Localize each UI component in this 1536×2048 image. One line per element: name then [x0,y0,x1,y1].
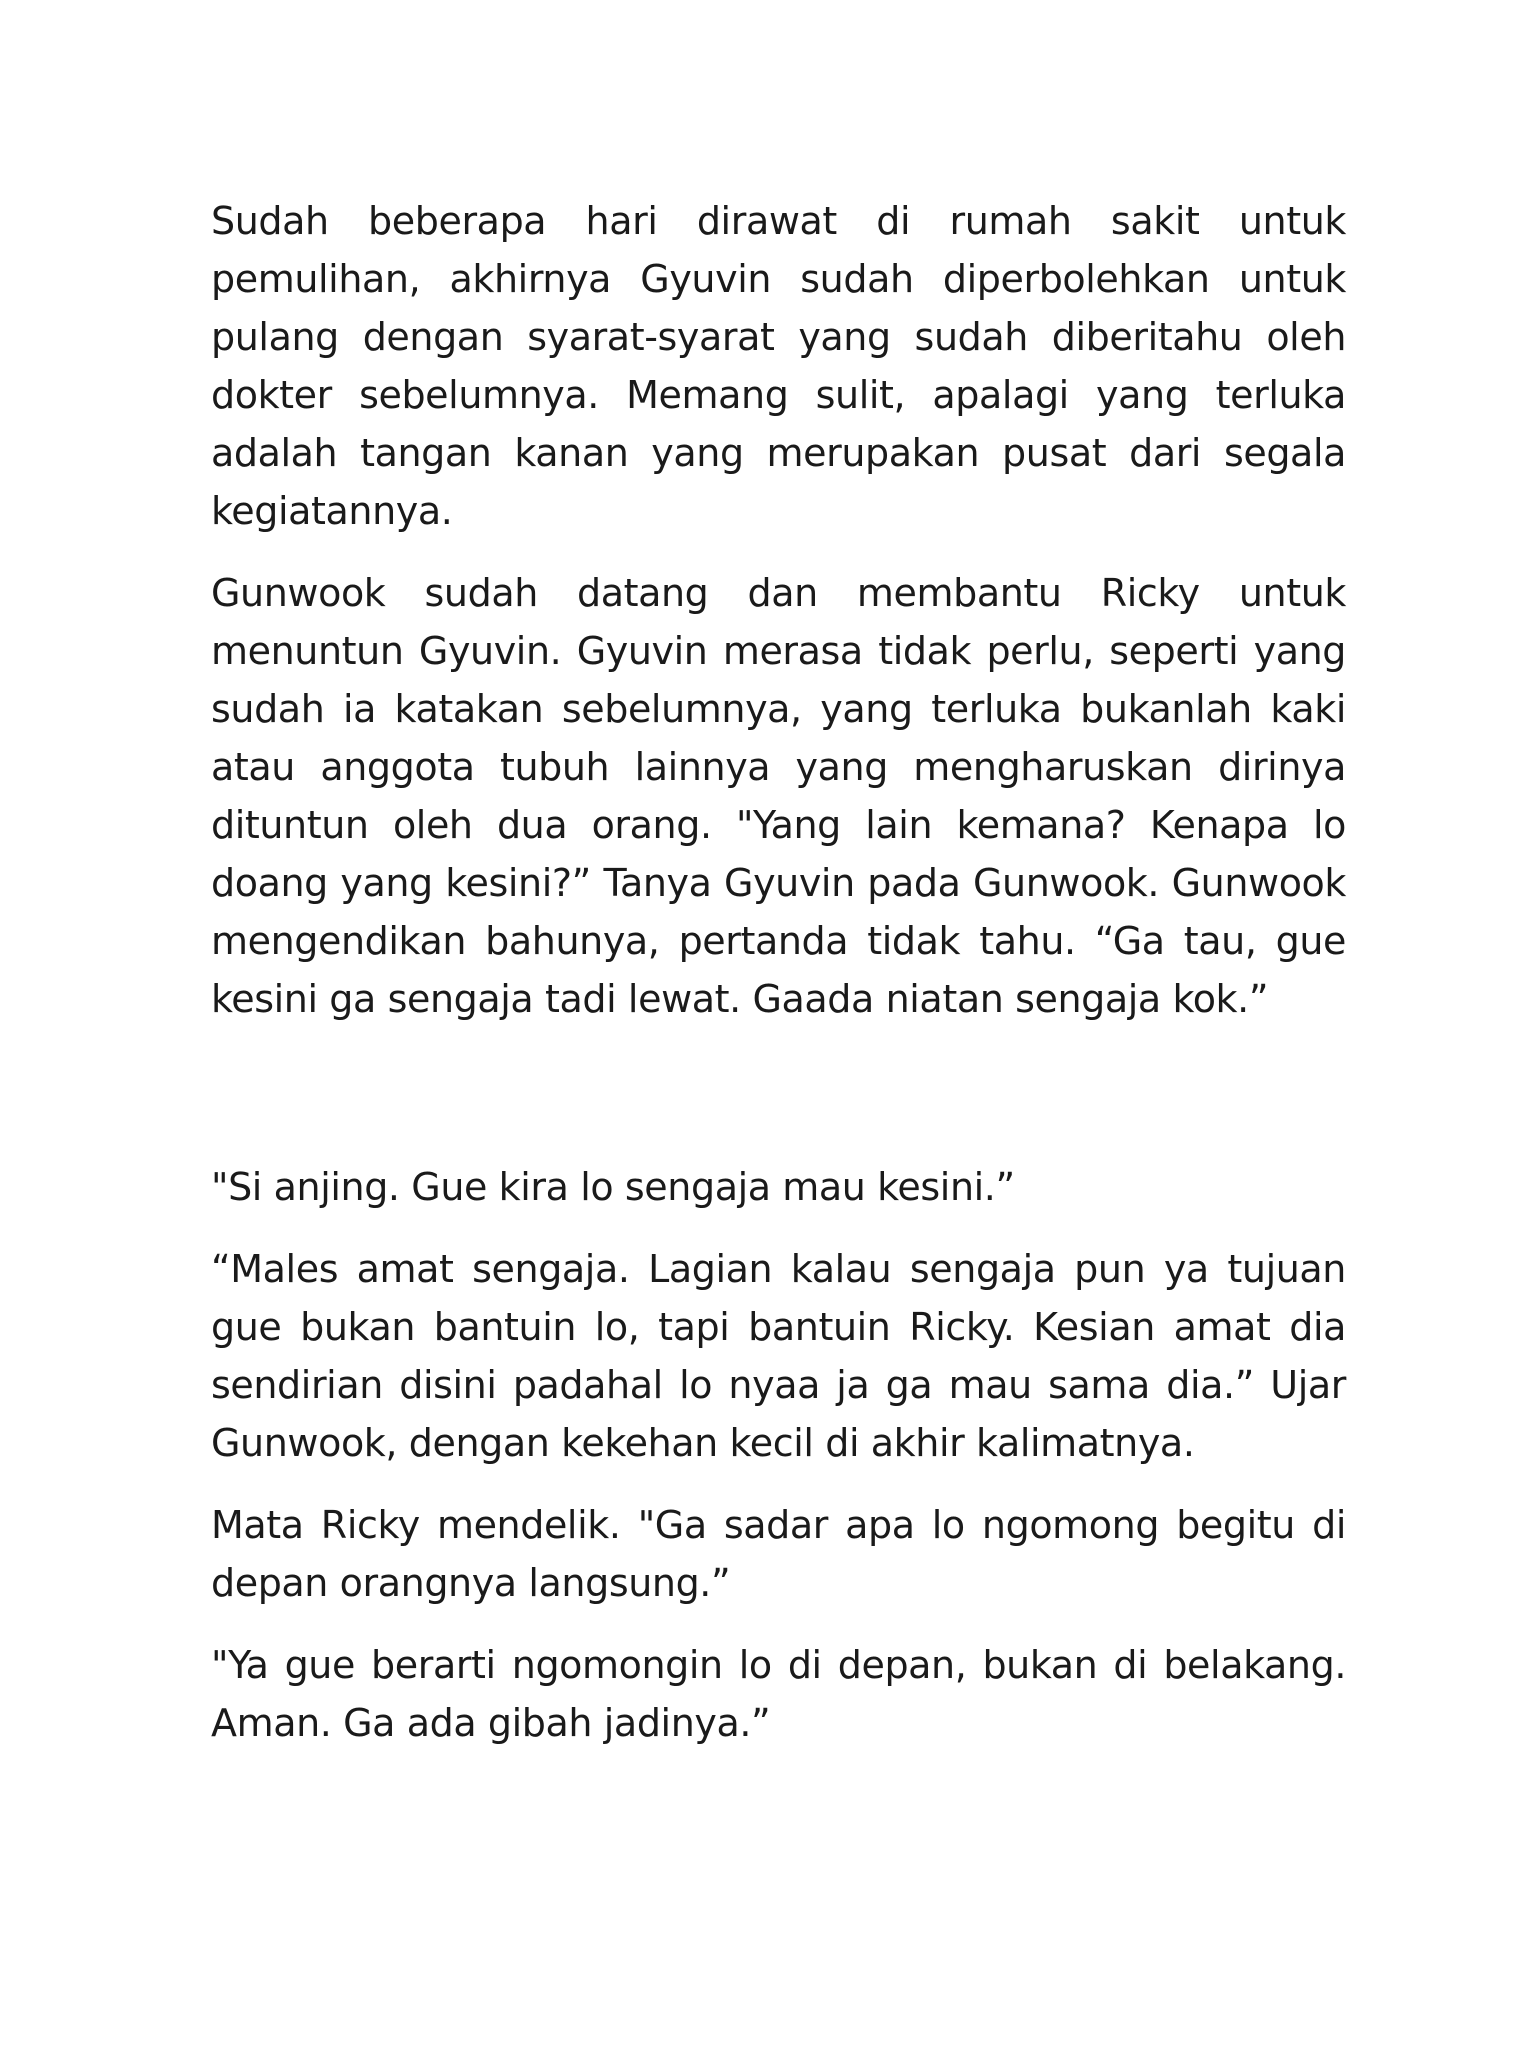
paragraph-6: "Ya gue berarti ngomongin lo di depan, bukan di belakang. Aman. Ga ada gibah jadinya.” [211,1643,1346,1745]
paragraph-1: Sudah beberapa hari dirawat di rumah sakit untuk pemulihan, akhirnya Gyuvin sudah diperbolehkan untuk pulang dengan syarat-syarat yang sudah diberitahu oleh dokter sebelumnya. Memang sulit, apalagi yang terluka adalah tangan kanan yang merupakan pusat dari segala kegiatannya. [211,199,1346,533]
paragraph-4: “Males amat sengaja. Lagian kalau sengaja pun ya tujuan gue bukan bantuin lo, tapi bantuin Ricky. Kesian amat dia sendirian disini padahal lo nyaa ja ga mau sama dia.” Ujar Gunwook, dengan kekehan kecil di akhir kalimatnya. [211,1247,1346,1465]
story-text [211,192,1346,1776]
paragraph-5: Mata Ricky mendelik. "Ga sadar apa lo ngomong begitu di depan orangnya langsung.” [211,1503,1346,1605]
paragraph-2: Gunwook sudah datang dan membantu Ricky untuk menuntun Gyuvin. Gyuvin merasa tidak perlu, seperti yang sudah ia katakan sebelumnya, yang terluka bukanlah kaki atau anggota tubuh lainnya yang mengharuskan dirinya dituntun oleh dua orang. "Yang lain kemana? Kenapa lo doang yang kesini?” Tanya Gyuvin pada Gunwook. Gunwook mengendikan bahunya, pertanda tidak tahu. “Ga tau, gue kesini ga sengaja tadi lewat. Gaada niatan sengaja kok.” [211,571,1346,1021]
paragraph-3: "Si anjing. Gue kira lo sengaja mau kesini.” [211,1165,1015,1209]
